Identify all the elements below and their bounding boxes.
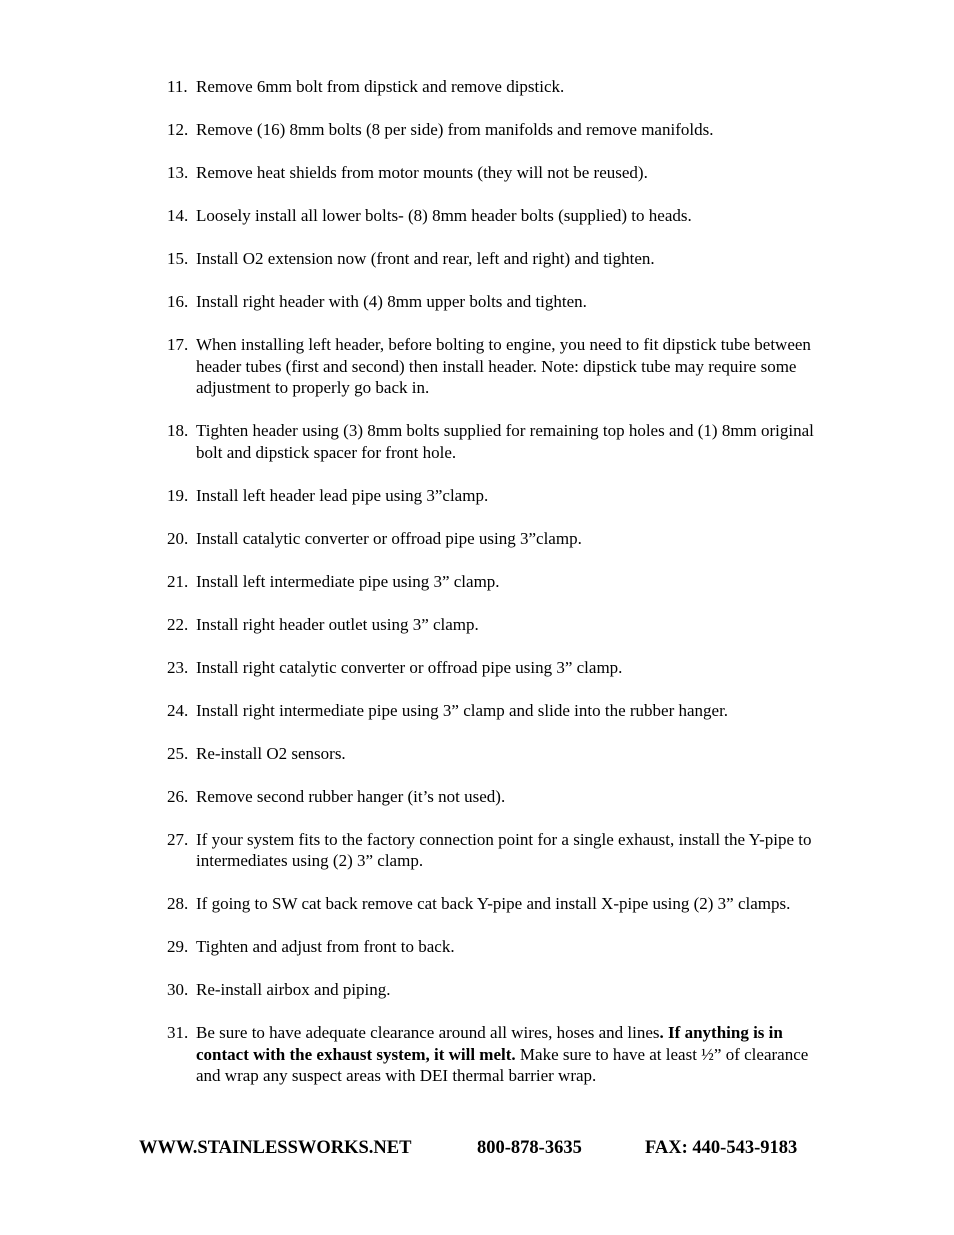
step-text: Install catalytic converter or offroad pipe using 3”clamp. — [196, 528, 582, 548]
step-text: Remove heat shields from motor mounts (they will not be reused). — [196, 162, 648, 182]
step-number: 19. — [167, 485, 189, 505]
step-18 — [167, 420, 817, 463]
step-number: 29. — [167, 937, 189, 957]
step-text: Install right intermediate pipe using 3” clamp and slide into the rubber hanger. — [196, 700, 729, 720]
step-14 — [167, 205, 817, 227]
step-text: Remove second rubber hanger (it’s not used). — [196, 786, 506, 806]
step-25 — [167, 743, 817, 765]
step-number: 31. — [167, 1023, 189, 1043]
step-19 — [167, 485, 817, 507]
step-text: Re-install O2 sensors. — [196, 743, 346, 763]
step-21 — [167, 571, 817, 593]
step-12 — [167, 119, 817, 141]
step-number: 20. — [167, 528, 189, 548]
footer-website: WWW.STAINLESSWORKS.NET — [139, 1138, 412, 1158]
step-29 — [167, 936, 817, 958]
step-text-part1: Be sure to have adequate clearance around all wires, hoses and lines — [196, 1023, 660, 1043]
step-number: 27. — [167, 829, 189, 849]
footer-phone: 800-878-3635 — [477, 1138, 582, 1158]
step-text: Install O2 extension now (front and rear, left and right) and tighten. — [196, 248, 655, 268]
step-number: 14. — [167, 205, 189, 225]
step-24 — [167, 700, 817, 722]
step-text: Install right header with (4) 8mm upper bolts and tighten. — [196, 291, 587, 311]
instruction-list — [167, 76, 817, 1108]
step-number: 12. — [167, 119, 189, 139]
step-number: 13. — [167, 162, 189, 182]
step-number: 30. — [167, 980, 189, 1000]
step-text-warning: . If anything is in contact with the exhaust system, it will melt. — [196, 1023, 783, 1064]
step-number: 23. — [167, 657, 189, 677]
step-26 — [167, 786, 817, 808]
step-number: 15. — [167, 248, 189, 268]
step-11 — [167, 76, 817, 98]
step-number: 18. — [167, 421, 189, 441]
step-number: 26. — [167, 786, 189, 806]
step-22 — [167, 614, 817, 636]
step-17 — [167, 334, 817, 399]
step-23 — [167, 657, 817, 679]
step-number: 24. — [167, 700, 189, 720]
step-text: Re-install airbox and piping. — [196, 980, 391, 1000]
step-text: Loosely install all lower bolts- (8) 8mm header bolts (supplied) to heads. — [196, 205, 692, 225]
step-text: Tighten and adjust from front to back. — [196, 937, 455, 957]
step-text: Install right catalytic converter or offroad pipe using 3” clamp. — [196, 657, 623, 677]
step-16 — [167, 291, 817, 313]
step-text: Install left intermediate pipe using 3” clamp. — [196, 571, 500, 591]
step-text: If going to SW cat back remove cat back Y-pipe and install X-pipe using (2) 3” clamps. — [196, 894, 791, 914]
step-30 — [167, 979, 817, 1001]
step-20 — [167, 528, 817, 550]
step-28 — [167, 893, 817, 915]
step-number: 22. — [167, 614, 189, 634]
step-number: 17. — [167, 334, 189, 354]
step-text: If your system fits to the factory connection point for a single exhaust, install the Y-pipe to intermediates using (2) 3” clamp. — [196, 829, 812, 871]
step-number: 25. — [167, 743, 189, 763]
footer-fax: FAX: 440-543-9183 — [645, 1138, 798, 1158]
step-31 — [167, 1022, 817, 1087]
step-text: Remove (16) 8mm bolts (8 per side) from manifolds and remove manifolds. — [196, 119, 714, 139]
step-number: 16. — [167, 291, 189, 311]
step-number: 21. — [167, 571, 189, 591]
step-text: Remove 6mm bolt from dipstick and remove dipstick. — [196, 77, 565, 96]
step-number: 11. — [167, 77, 188, 96]
step-27 — [167, 829, 817, 872]
step-text-part2: Make sure to have at least ½” of clearance and wrap any suspect areas with DEI thermal barrier wrap. — [196, 1044, 809, 1086]
step-text: Install left header lead pipe using 3”clamp. — [196, 485, 489, 505]
step-text: Tighten header using (3) 8mm bolts supplied for remaining top holes and (1) 8mm original bolt and dipstick spacer for front hole. — [196, 421, 814, 462]
step-text: When installing left header, before bolting to engine, you need to fit dipstick tube between header tubes (first and second) then install header. Note: dipstick tube may require some adjustment to properly go back in. — [196, 334, 811, 398]
step-number: 28. — [167, 894, 189, 914]
step-13 — [167, 162, 817, 184]
step-15 — [167, 248, 817, 270]
step-text: Install right header outlet using 3” clamp. — [196, 614, 479, 634]
